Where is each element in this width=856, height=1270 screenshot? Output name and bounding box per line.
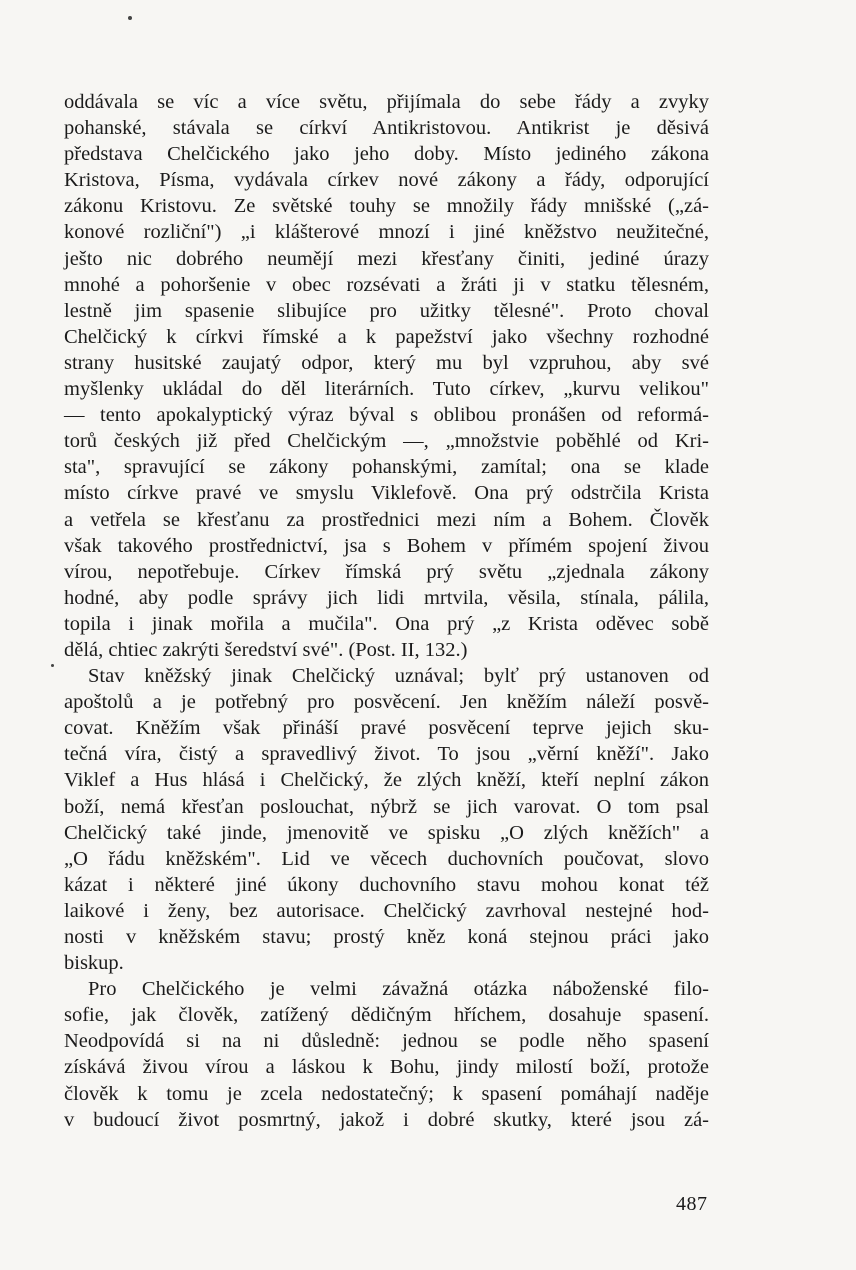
text-line: nosti v kněžském stavu; prostý kněz koná stejnou práci jako <box>64 926 709 948</box>
text-line: pohanské, stávala se církví Antikristovou. Antikrist je děsivá <box>64 117 709 140</box>
text-line: boží, nemá křesťan poslouchat, nýbrž se jich varovat. O tom psal <box>64 795 709 818</box>
text-line: laikové i ženy, bez autorisace. Chelčický zavrhoval nestejné hod- <box>64 899 709 922</box>
text-line: a vetřela se křesťanu za prostřednici mezi ním a Bohem. Člověk <box>64 508 709 531</box>
text-line: oddávala se víc a více světu, přijímala do sebe řády a zvyky <box>64 91 709 113</box>
text-line: člověk k tomu je zcela nedostatečný; k spasení pomáhají naděje <box>64 1082 709 1105</box>
text-line: však takového prostřednictví, jsa s Bohem v přímém spojení živou <box>64 534 709 557</box>
ink-speck <box>128 16 132 20</box>
text-line: kázat i některé jiné úkony duchovního stavu mohou konat též <box>64 873 709 896</box>
text-line: mnohé a pohoršenie v obec rozsévati a žráti ji v statku tělesném, <box>64 273 709 296</box>
text-line: hodné, aby podle správy jich lidi mrtvila, věsila, stínala, pálila, <box>64 586 709 609</box>
text-line: představa Chelčického jako jeho doby. Místo jediného zákona <box>64 143 709 166</box>
text-line: „O řádu kněžském". Lid ve věcech duchovních poučovat, slovo <box>64 847 709 870</box>
text-line: ješto nic dobrého neumějí mezi křesťany činiti, jediné úrazy <box>64 247 709 270</box>
text-line: konové rozliční") „i klášterové mnozí i jiné kněžstvo neužitečné, <box>64 221 709 244</box>
paragraph-end-line: dělá, chtiec zakrýti šeredství své". (Post. II, 132.) <box>64 638 468 661</box>
text-line: tečná víra, čistý a spravedlivý život. To jsou „věrní kněží". Jako <box>64 743 709 766</box>
text-line: vírou, nepotřebuje. Církev římská prý světu „zjednala zákony <box>64 560 709 583</box>
text-line: Neodpovídá si na ni důsledně: jednou se podle něho spasení <box>64 1030 709 1053</box>
text-line: myšlenky ukládal do děl literárních. Tuto církev, „kurvu velikou" <box>64 378 709 401</box>
text-line: zákonu Kristovu. Ze světské touhy se množily řády mnišské („zá- <box>64 195 709 218</box>
text-line: získává živou vírou a láskou k Bohu, jindy milostí boží, protože <box>64 1056 709 1079</box>
body-text <box>64 89 709 1133</box>
text-line: strany husitské zaujatý odpor, který mu byl vzpruhou, aby své <box>64 351 709 374</box>
text-line: místo církve pravé ve smyslu Viklefově. Ona prý odstrčila Krista <box>64 482 709 505</box>
text-line: v budoucí život posmrtný, jakož i dobré skutky, které jsou zá- <box>64 1108 709 1131</box>
text-line: sofie, jak člověk, zatížený dědičným hříchem, dosahuje spasení. <box>64 1004 709 1027</box>
text-line: Kristova, Písma, vydávala církev nové zákony a řády, odporující <box>64 169 709 192</box>
text-line: sta", spravující se zákony pohanskými, zamítal; ona se klade <box>64 456 709 479</box>
text-line: torů českých již před Chelčickým —, „množstvie poběhlé od Kri- <box>64 430 709 453</box>
text-line: covat. Kněžím však přináší pravé posvěcení teprve jejich sku- <box>64 717 709 740</box>
ink-speck <box>51 664 54 667</box>
paragraph-start-line: Pro Chelčického je velmi závažná otázka náboženské filo- <box>88 978 709 1001</box>
text-line: Viklef a Hus hlásá i Chelčický, že zlých kněží, kteří neplní zákon <box>64 769 709 792</box>
paragraph-end-line: biskup. <box>64 952 124 975</box>
text-line: — tento apokalyptický výraz býval s oblibou pronášen od reformá- <box>64 404 709 427</box>
page-number: 487 <box>676 1193 708 1215</box>
text-line: topila i jinak mořila a mučila". Ona prý „z Krista oděvec sobě <box>64 612 709 635</box>
paragraph-start-line: Stav kněžský jinak Chelčický uznával; bylť prý ustanoven od <box>88 665 709 688</box>
text-line: lestně jim spasenie slibujíce pro užitky tělesné". Proto choval <box>64 299 709 322</box>
text-line: Chelčický k církvi římské a k papežství jako všechny rozhodné <box>64 325 709 348</box>
text-line: apoštolů a je potřebný pro posvěcení. Jen kněžím náleží posvě- <box>64 691 709 714</box>
text-line: Chelčický také jinde, jmenovitě ve spisku „O zlých kněžích" a <box>64 821 709 844</box>
